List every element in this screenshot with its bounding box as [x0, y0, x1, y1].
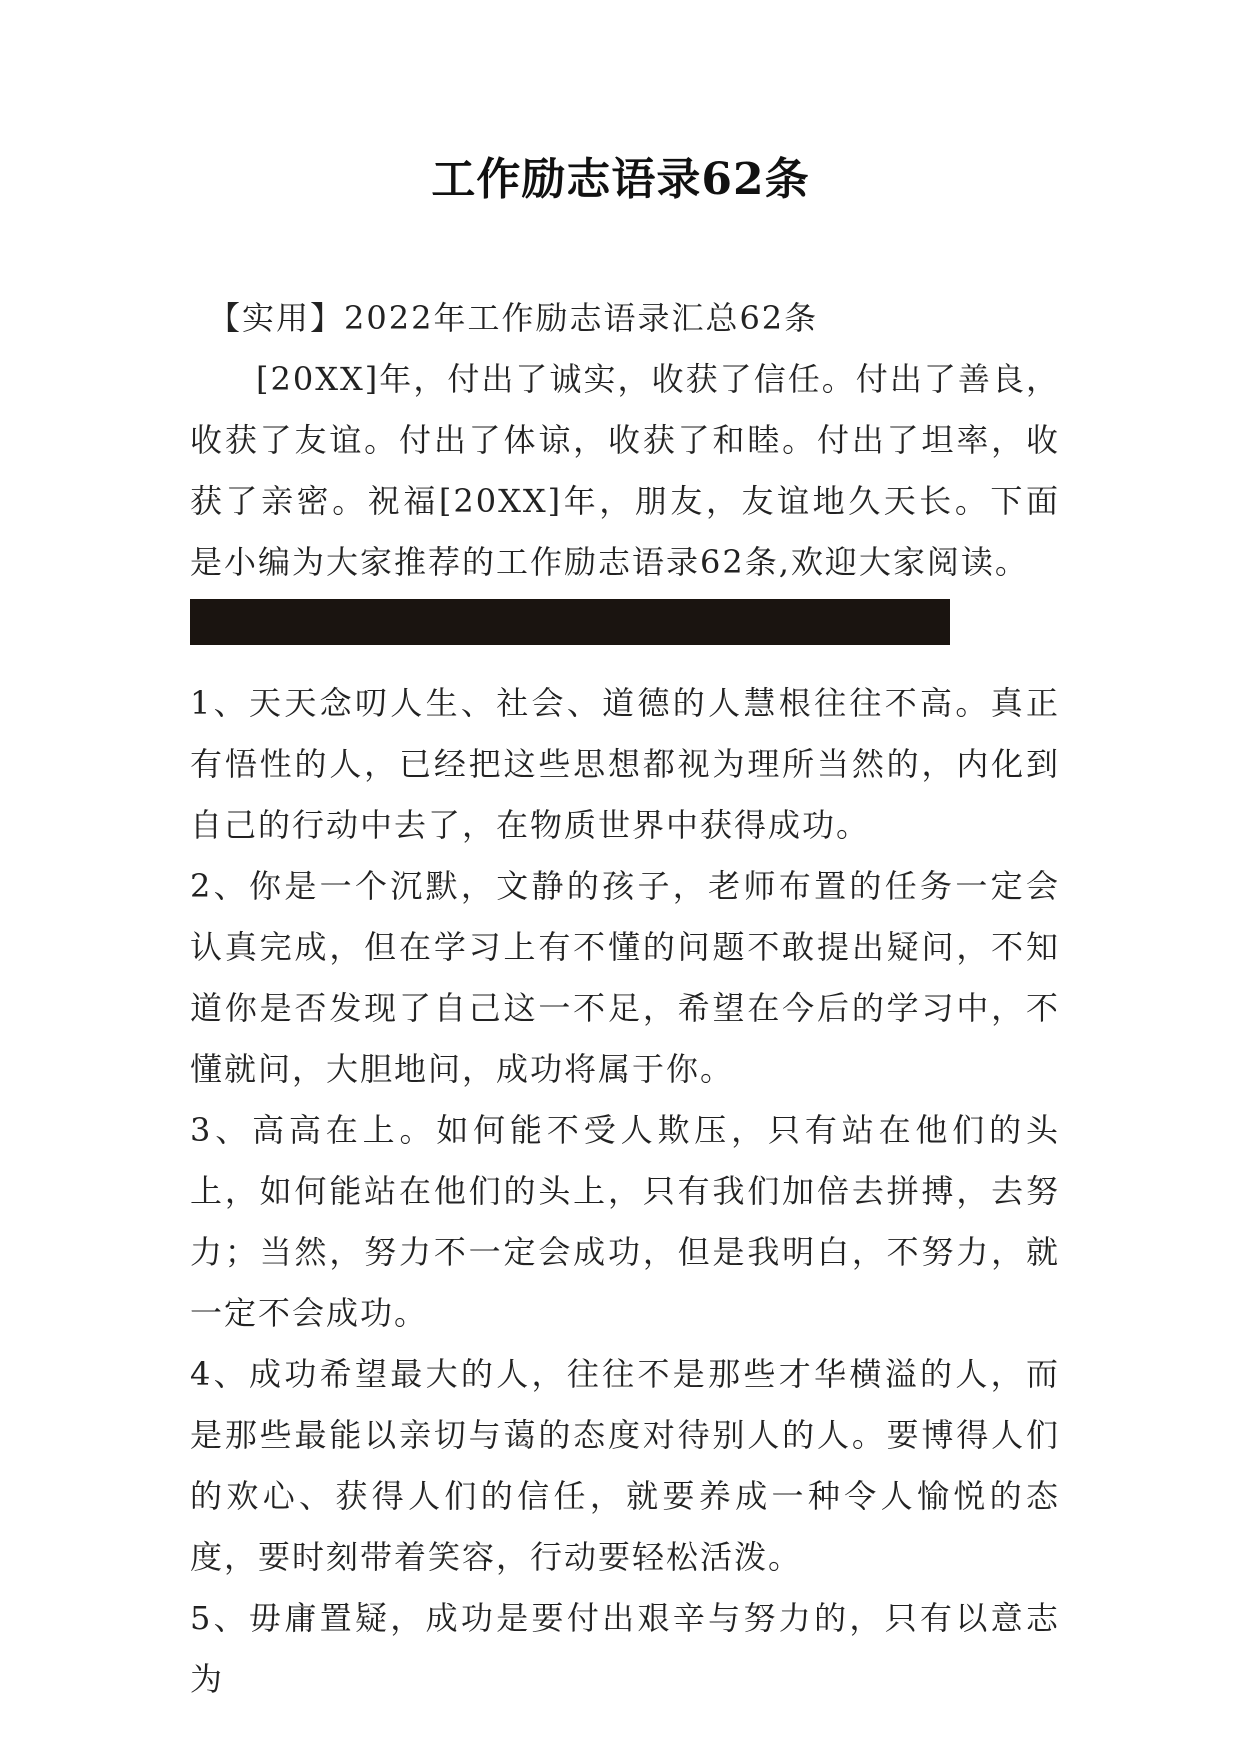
quote-item-2: 2、你是一个沉默，文静的孩子，老师布置的任务一定会认真完成，但在学习上有不懂的问题不敢提出疑问，不知道你是否发现了自己这一不足，希望在今后的学习中，不懂就问，大胆地问，成功将属于你。 — [190, 867, 1060, 1088]
quote-item-3: 3、高高在上。如何能不受人欺压，只有站在他们的头上，如何能站在他们的头上，只有我们加倍去拼搏，去努力；当然，努力不一定会成功，但是我明白，不努力，就一定不会成功。 — [190, 1111, 1060, 1332]
intro-paragraph: [20XX]年，付出了诚实，收获了信任。付出了善良，收获了友谊。付出了体谅，收获了和睦。付出了坦率，收获了亲密。祝福[20XX]年，朋友，友谊地久天长。下面是小编为大家推荐的工作励志语录62条,欢迎大家阅读。 — [190, 360, 1060, 581]
redacted-image-bar — [190, 599, 950, 645]
document-body — [190, 288, 1060, 1710]
document-title: 工作励志语录62条 — [431, 154, 810, 205]
document-subtitle: 【实用】2022年工作励志语录汇总62条 — [208, 299, 819, 337]
quote-item-4: 4、成功希望最大的人，往往不是那些才华横溢的人，而是那些最能以亲切与蔼的态度对待别人的人。要博得人们的欢心、获得人们的信任，就要养成一种令人愉悦的态度，要时刻带着笑容，行动要轻松活泼。 — [190, 1355, 1060, 1576]
quote-item-1: 1、天天念叨人生、社会、道德的人慧根往往不高。真正有悟性的人，已经把这些思想都视为理所当然的，内化到自己的行动中去了，在物质世界中获得成功。 — [190, 684, 1060, 844]
quote-item-5: 5、毋庸置疑，成功是要付出艰辛与努力的，只有以意志为 — [190, 1599, 1060, 1698]
